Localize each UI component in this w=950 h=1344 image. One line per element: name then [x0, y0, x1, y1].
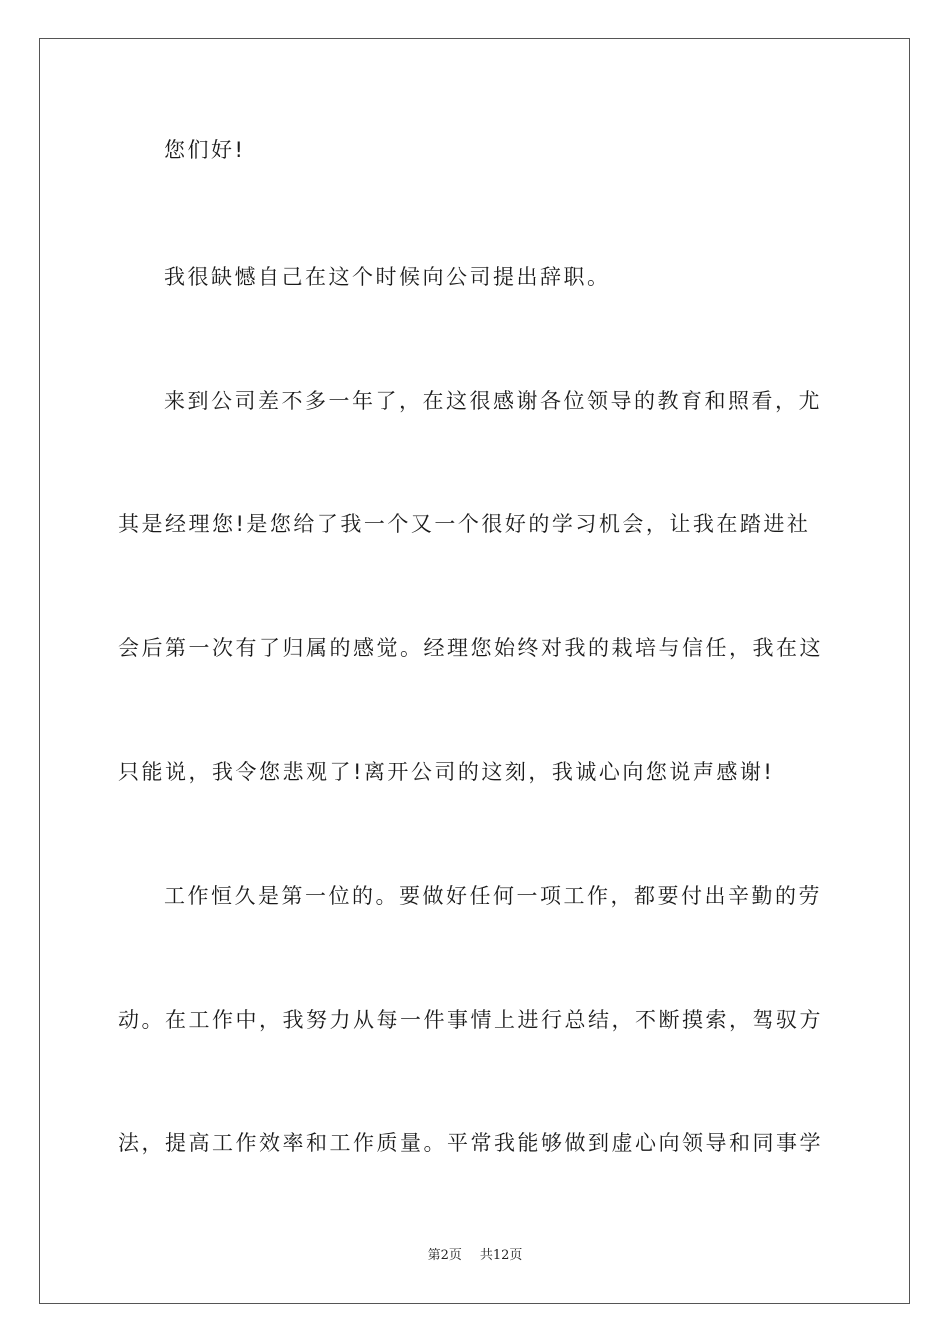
page-number: 第2页: [427, 1248, 462, 1263]
paragraph-line: 来到公司差不多一年了，在这很感谢各位领导的教育和照看，尤: [164, 389, 822, 413]
paragraph-line: 法，提高工作效率和工作质量。平常我能够做到虚心向领导和同事学: [118, 1131, 823, 1155]
paragraph-line: 我很缺憾自己在这个时候向公司提出辞职。: [164, 265, 611, 289]
page-footer: [0, 1246, 950, 1266]
paragraph-line: 其是经理您!是您给了我一个又一个很好的学习机会，让我在踏进社: [118, 512, 811, 536]
page-total: 共12页: [479, 1248, 523, 1263]
paragraph-line: 动。在工作中，我努力从每一件事情上进行总结，不断摸索，驾驭方: [118, 1008, 823, 1032]
paragraph-line: 只能说，我令您悲观了!离开公司的这刻，我诚心向您说声感谢!: [118, 760, 775, 784]
greeting-line: 您们好!: [164, 138, 246, 162]
page-frame: [39, 38, 910, 1304]
paragraph-line: 工作恒久是第一位的。要做好任何一项工作，都要付出辛勤的劳: [164, 884, 822, 908]
paragraph-line: 会后第一次有了归属的感觉。经理您始终对我的栽培与信任，我在这: [118, 636, 823, 660]
